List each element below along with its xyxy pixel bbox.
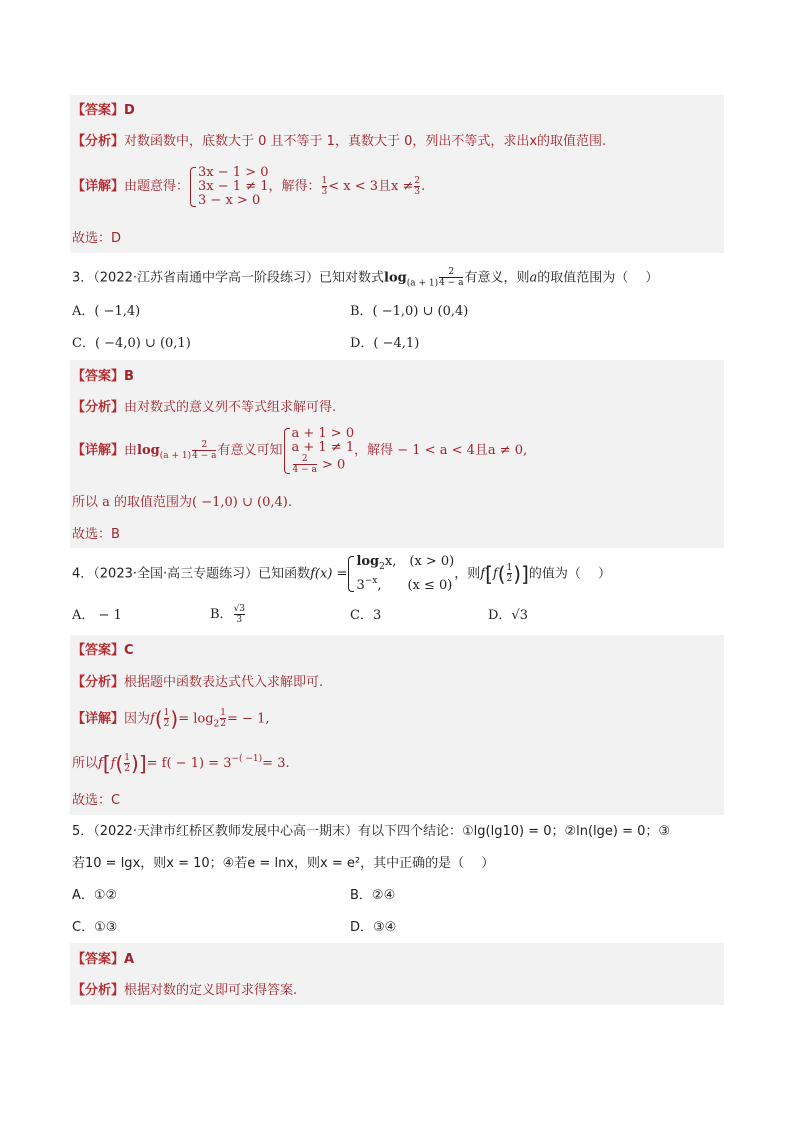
q5-analysis-line: 【分析】根据对数的定义即可求得答案. — [72, 983, 298, 998]
q2-answer-line: 【答案】D — [72, 103, 135, 118]
q2-analysis-text: 对数函数中，底数大于 0 且不等于 1，真数大于 0，列出不等式，求出x的取值范围. — [124, 134, 607, 149]
q3-analysis-line: 【分析】由对数式的意义列不等式组求解可得. — [72, 400, 337, 415]
q4-stem: 4．（2023·全国·高三专题练习）已知函数f(x) = $\log_2x$, (x > 0) $3^{-x}$, (x ≤ 0) ，则f[f( $\frac{1}{2}$ )]的值为（ ） — [72, 554, 612, 593]
q5-option-a[interactable]: A．①② — [72, 888, 118, 903]
q4-detail-line: 【详解】因为f( $\frac{1}{2}$ )= $\log_2$ $\frac{1}{2}$ = − 1, — [72, 707, 270, 731]
q3-detail-line: 【详解】由$\log_{(a + 1)}$ $\frac{2}{4 - a}$ 有意义可知 a + 1 > 0 a + 1 ≠ 1 $\frac{2}{4 - a}$ > 0 ，解得 − 1 < a < 4且a ≠ 0, — [72, 425, 528, 475]
q4-option-b[interactable]: B． $\frac{√3}{3}$ — [210, 603, 246, 625]
q5-answer-value: A — [124, 952, 135, 967]
q3-inequality-system: a + 1 > 0 a + 1 ≠ 1 $\frac{2}{4 - a}$ > 0 — [283, 427, 355, 475]
q3-answer-line: 【答案】B — [72, 369, 134, 384]
q3-stem: 3．（2022·江苏省南通中学高一阶段练习）已知对数式$\log_{(a + 1)}$ $\frac{2}{4 - a}$ 有意义，则a的取值范围为（ ） — [72, 267, 659, 289]
q4-conclusion: 所以f[f( $\frac{1}{2}$ )]= $f( - 1) = 3^{-( -1)}= 3$. — [72, 751, 290, 776]
q5-option-c[interactable]: C．①③ — [72, 920, 118, 935]
q5-stem-line-2: 若10 = lgx，则x = 10；④若e = lnx，则x = e²，其中正确的是（ ） — [72, 856, 495, 871]
q4-answer-value: C — [124, 643, 134, 658]
q4-option-d[interactable]: D．√3 — [488, 608, 528, 623]
q4-choose-line: 故选：C — [72, 793, 121, 808]
q3-conclusion: 所以 a 的取值范围为( −1,0) ∪ (0,4). — [72, 495, 292, 510]
q5-stem-line-1: 5．（2022·天津市红桥区教师发展中心高一期末）有以下四个结论：①lg(lg10) = 0；②ln(lge) = 0；③ — [72, 824, 671, 839]
q2-answer-value: D — [124, 103, 135, 118]
q5-option-b[interactable]: B．②④ — [350, 888, 396, 903]
q2-detail-line: 【详解】由题意得： 3x − 1 > 0 3x − 1 ≠ 1 3 − x > 0 ，解得： $\frac{1}{3}$ < x < 3且x ≠ $\frac{2}{3}$ . — [72, 164, 426, 208]
q5-option-d[interactable]: D．③④ — [350, 920, 397, 935]
q4-answer-line: 【答案】C — [72, 643, 134, 658]
q3-answer-value: B — [124, 369, 134, 384]
q4-option-a[interactable]: A． − 1 — [72, 608, 122, 623]
q3-choose-line: 故选：B — [72, 527, 120, 542]
q5-answer-line: 【答案】A — [72, 952, 135, 967]
q2-choose-line: 故选：D — [72, 231, 122, 246]
q4-piecewise: $\log_2x$, (x > 0) $3^{-x}$, (x ≤ 0) — [347, 555, 454, 593]
q3-option-d[interactable]: D．( −4,1) — [350, 336, 420, 351]
q2-inequality-system: 3x − 1 > 0 3x − 1 ≠ 1 3 − x > 0 — [189, 166, 268, 208]
q3-option-c[interactable]: C．( −4,0) ∪ (0,1) — [72, 336, 191, 351]
q3-option-a[interactable]: A．( −1,4) — [72, 304, 141, 319]
q4-analysis-line: 【分析】根据题中函数表达式代入求解即可. — [72, 675, 324, 690]
q3-option-b[interactable]: B．( −1,0) ∪ (0,4) — [350, 304, 469, 319]
q4-option-c[interactable]: C．3 — [350, 608, 382, 623]
q2-analysis-line: 【分析】对数函数中，底数大于 0 且不等于 1，真数大于 0，列出不等式，求出x的取值范围. — [72, 134, 607, 149]
